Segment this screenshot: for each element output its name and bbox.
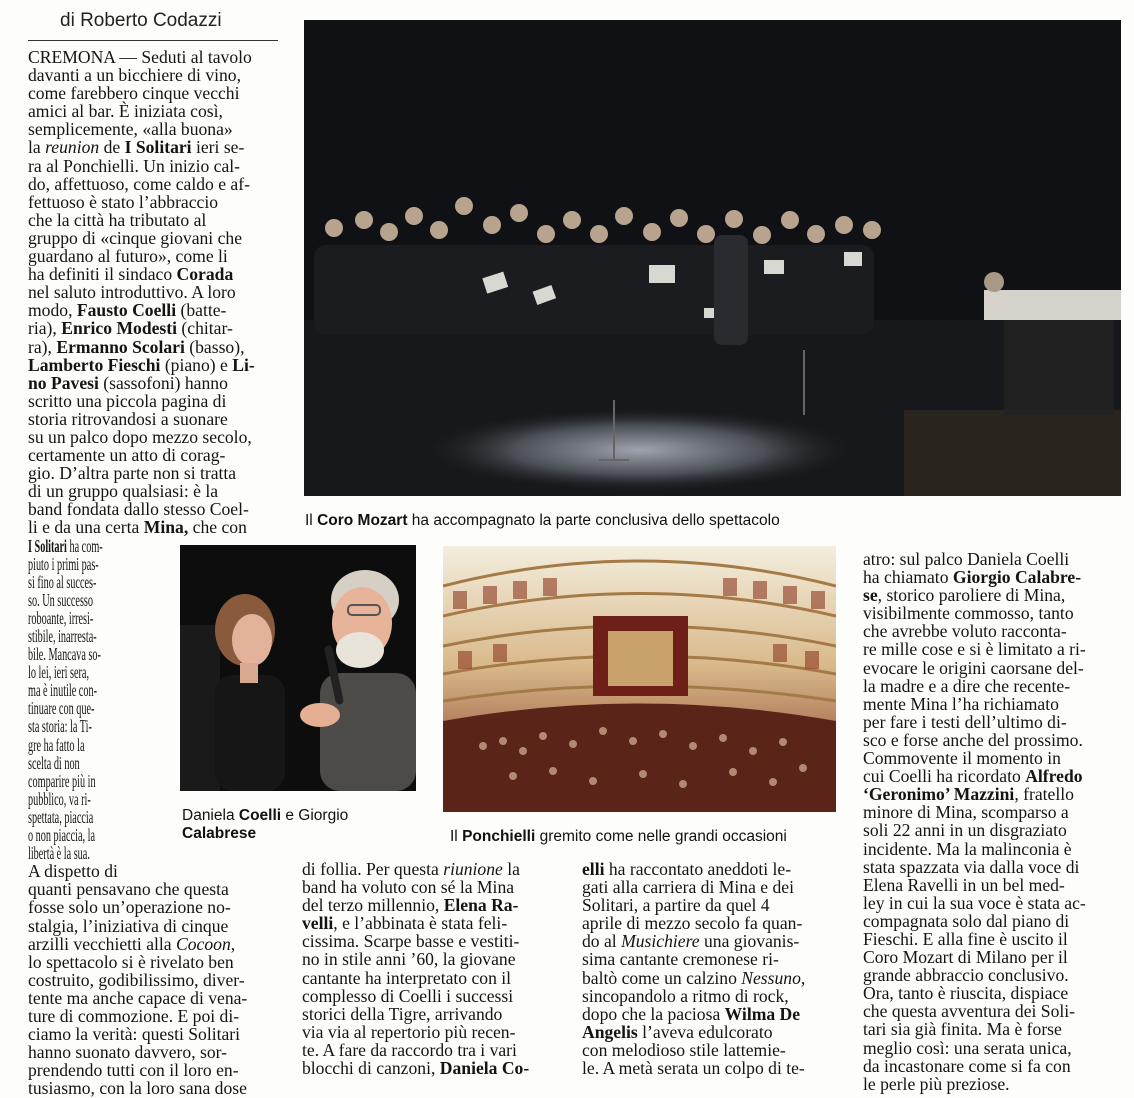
- text-line: cantante ha interpretato con il: [302, 967, 512, 988]
- text-line: CREMONA — Seduti al tavolo: [28, 47, 252, 67]
- text-line: mente Mina l’ha richiamato: [863, 693, 1059, 714]
- text-line: di follia. Per questa riunione la: [302, 859, 520, 879]
- text-line: le perle più preziose.: [863, 1073, 1010, 1094]
- text-line: dopo che la paciosa Wilma De: [582, 1003, 801, 1024]
- text-line: nel saluto introduttivo. A loro: [28, 282, 236, 303]
- text-line: band fondata dallo stesso Coel-: [28, 499, 249, 520]
- text-line: scelta di non: [28, 752, 80, 773]
- text-line: so. Un successo: [28, 589, 94, 610]
- text-line: ture di commozione. E poi di-: [28, 1005, 240, 1026]
- text-line: no in stile anni ’60, la giovane: [302, 949, 516, 970]
- text-line: complesso di Coelli i successi: [302, 985, 514, 1006]
- text-line: ra), Ermanno Scolari (basso),: [28, 336, 245, 357]
- text-line: amici al bar. È iniziata così,: [28, 101, 223, 122]
- text-line: ‘Geronimo’ Mazzini, fratello: [863, 784, 1074, 805]
- text-line: ha definiti il sindaco Corada: [28, 264, 234, 285]
- text-line: davanti a un bicchiere di vino,: [28, 65, 242, 86]
- text-line: I Solitari ha com-: [28, 535, 103, 556]
- text-line: o non piaccia, la: [28, 825, 95, 846]
- text-line: se, storico paroliere di Mina,: [863, 585, 1066, 606]
- text-line: Lamberto Fieschi (piano) e Li-: [28, 354, 255, 375]
- text-line: cui Coelli ha ricordato Alfredo: [863, 766, 1083, 787]
- text-line: storici della Tigre, arrivando: [302, 1003, 503, 1024]
- article-column-1: [28, 48, 255, 1097]
- text-line: tinuare con que-: [28, 698, 95, 719]
- text-line: gio. D’altra parte non si tratta: [28, 463, 237, 484]
- text-line: spettata, piaccia: [28, 806, 94, 827]
- text-line: stibile, inarresta-: [28, 626, 97, 646]
- text-line: comparire più in: [28, 770, 96, 791]
- text-line: tente ma anche capace di vena-: [28, 987, 248, 1008]
- text-line: come farebbero cinque vecchi: [28, 83, 240, 104]
- text-line: piuto i primi pas-: [28, 553, 99, 574]
- text-line: con melodioso stile lattemie-: [582, 1039, 786, 1060]
- text-line: elli ha raccontato aneddoti le-: [582, 859, 792, 879]
- text-line: Ora, tanto è riuscita, dispiace: [863, 983, 1069, 1004]
- text-line: ma è inutile con-: [28, 680, 97, 701]
- text-line: gruppo di «cinque giovani che: [28, 227, 243, 248]
- text-line: ra al Ponchielli. Un inizio cal-: [28, 155, 241, 176]
- text-line: semplicemente, «alla buona»: [28, 119, 233, 140]
- ponchielli-theatre-photo: [443, 546, 836, 812]
- text-line: li e da una certa Mina, che con: [28, 517, 247, 538]
- text-line: atro: sul palco Daniela Coelli: [863, 549, 1070, 569]
- text-line: no Pavesi (sassofoni) hanno: [28, 372, 228, 393]
- text-line: do, affettuoso, come caldo e af-: [28, 173, 250, 194]
- choir-photo: [304, 20, 1121, 496]
- text-line: cissima. Scarpe basse e vestiti-: [302, 931, 520, 952]
- text-line: scritto una piccola pagina di: [28, 390, 227, 411]
- text-line: Commovente il momento in: [863, 748, 1061, 769]
- text-line: la madre e a dire che recente-: [863, 675, 1071, 696]
- text-line: modo, Fausto Coelli (batte-: [28, 300, 227, 321]
- caption-line-2: Calabrese: [182, 825, 257, 842]
- text-line: velli, e l’abbinata è stata feli-: [302, 913, 508, 934]
- text-line: tari sia già finita. Ma è forse: [863, 1019, 1062, 1040]
- text-line: incidente. Ma la malinconia è: [863, 838, 1072, 859]
- text-line: sima cantante cremonese ri-: [582, 949, 779, 970]
- text-line: re mille cose e si è limitato a ri-: [863, 639, 1086, 660]
- text-line: meglio così: una serata unica,: [863, 1037, 1072, 1058]
- byline-rule: [28, 40, 278, 41]
- text-line: via via al repertorio più recen-: [302, 1021, 516, 1042]
- caption-line-1: Daniela Coelli e Giorgio: [182, 807, 349, 824]
- text-line: quanti pensavano che questa: [28, 879, 229, 900]
- text-line: ciamo la verità: questi Solitari: [28, 1024, 241, 1045]
- text-line: storia ritrovandosi a suonare: [28, 408, 228, 429]
- text-line: libertà è la sua.: [28, 843, 90, 864]
- text-line: si fino al succes-: [28, 571, 97, 592]
- text-line: sta storia: la Ti-: [28, 716, 92, 737]
- text-line: tusiasmo, con la loro sana dose: [28, 1078, 247, 1098]
- text-line: minore di Mina, scomparso a: [863, 802, 1069, 823]
- text-line: compagnata solo dal piano di: [863, 910, 1070, 931]
- text-line: fosse solo un’operazione no-: [28, 897, 231, 918]
- text-line: aprile di mezzo secolo fa quan-: [582, 913, 803, 934]
- article-column-4: [863, 550, 1086, 1093]
- text-line: ria), Enrico Modesti (chitar-: [28, 318, 233, 339]
- text-line: gre ha fatto la: [28, 734, 85, 755]
- text-line: su un palco dopo mezzo secolo,: [28, 426, 252, 447]
- text-line: Solitari, a partire da quel 4: [582, 895, 770, 916]
- text-line: bile. Mancava so-: [28, 644, 101, 665]
- text-line: sco e forse anche del prossimo.: [863, 729, 1083, 750]
- text-line: guardano al futuro», come li: [28, 246, 228, 267]
- text-line: che la città ha tributato al: [28, 209, 207, 230]
- text-line: arzilli vecchietti alla Cocoon,: [28, 933, 236, 954]
- text-line: grande abbraccio conclusivo.: [863, 965, 1069, 986]
- text-line: evocare le origini caorsane del-: [863, 657, 1084, 678]
- text-line: la reunion de I Solitari ieri se-: [28, 137, 245, 158]
- text-line: le. A metà serata un colpo di te-: [582, 1058, 805, 1079]
- text-line: A dispetto di: [28, 861, 118, 882]
- text-line: sincopandolo a ritmo di rock,: [582, 985, 789, 1006]
- text-line: roboante, irresi-: [28, 607, 94, 628]
- text-line: baltò come un calzino Nessuno,: [582, 967, 806, 988]
- text-line: hanno suonato davvero, sor-: [28, 1042, 227, 1063]
- text-line: ha chiamato Giorgio Calabre-: [863, 567, 1082, 588]
- text-line: stata spazzata via dalla voce di: [863, 856, 1080, 877]
- text-line: per fare i testi dell’ultimo di-: [863, 711, 1067, 732]
- article-column-3: [582, 860, 805, 1077]
- text-line: stalgia, l’iniziativa di cinque: [28, 915, 229, 936]
- text-line: pubblico, va ri-: [28, 788, 91, 809]
- text-line: blocchi di canzoni, Daniela Co-: [302, 1058, 530, 1079]
- text-line: te. A fare da raccordo tra i vari: [302, 1039, 517, 1060]
- byline: di Roberto Codazzi: [60, 10, 222, 31]
- ponchielli-caption: Il Ponchielli gremito come nelle grandi occasioni: [450, 828, 787, 845]
- text-line: soli 22 anni in un disgraziato: [863, 820, 1067, 841]
- text-line: prendendo tutti con il loro en-: [28, 1060, 239, 1081]
- text-line: lo spettacolo si è rivelato ben: [28, 951, 234, 972]
- text-line: Angelis l’aveva edulcorato: [582, 1021, 773, 1042]
- text-line: gati alla carriera di Mina e dei: [582, 877, 794, 898]
- article-column-2: [302, 860, 529, 1077]
- text-line: che avrebbe voluto racconta-: [863, 621, 1067, 642]
- text-line: lo lei, ieri sera,: [28, 662, 90, 683]
- text-line: da incastonare come si fa con: [863, 1055, 1071, 1076]
- text-line: Elena Ravelli in un bel med-: [863, 874, 1065, 895]
- text-line: costruito, godibilissimo, diver-: [28, 969, 245, 990]
- text-line: certamente un atto di corag-: [28, 445, 226, 466]
- choir-caption: Il Coro Mozart ha accompagnato la parte conclusiva dello spettacolo: [305, 512, 780, 529]
- text-line: di un gruppo qualsiasi: è la: [28, 481, 219, 502]
- text-line: Fieschi. E alla fine è uscito il: [863, 928, 1068, 949]
- text-line: che questa avventura dei Soli-: [863, 1001, 1076, 1022]
- text-line: do al Musichiere una giovanis-: [582, 931, 800, 952]
- text-line: del terzo millennio, Elena Ra-: [302, 895, 519, 916]
- text-line: Coro Mozart di Milano per il: [863, 947, 1068, 968]
- text-line: fettuoso è stato l’abbraccio: [28, 191, 219, 212]
- text-line: band ha voluto con sé la Mina: [302, 877, 515, 898]
- text-line: ley in cui la sua voce è stata ac-: [863, 892, 1086, 913]
- text-line: visibilmente commosso, tanto: [863, 603, 1074, 624]
